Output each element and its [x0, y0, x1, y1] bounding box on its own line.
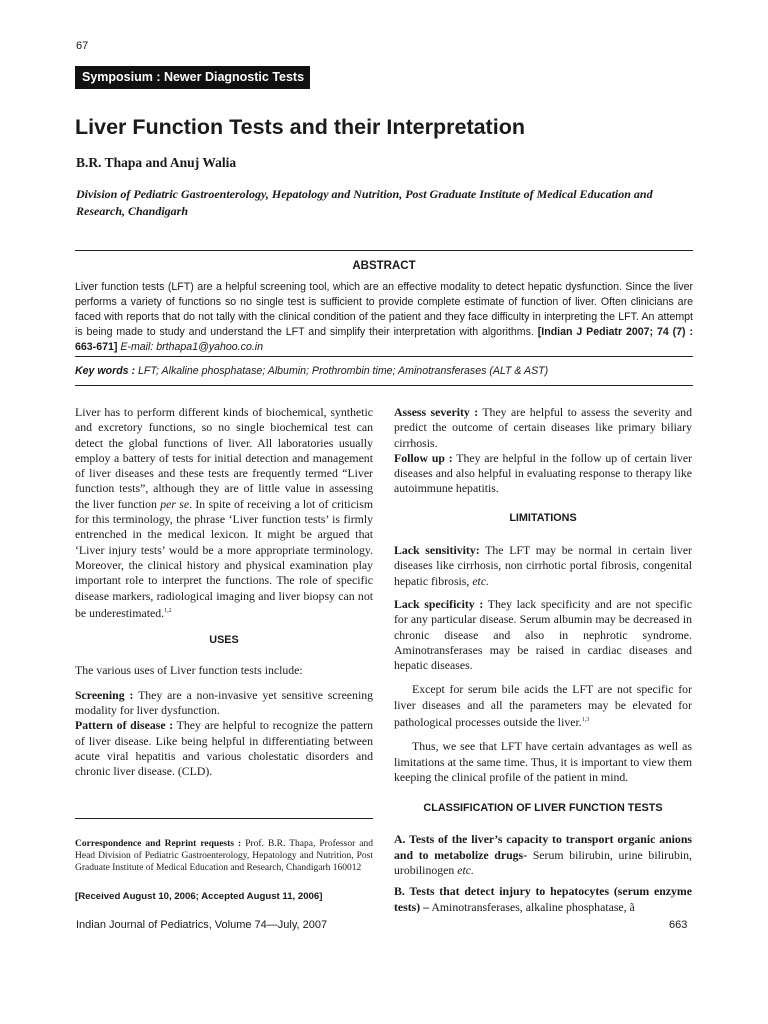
intro-paragraph	[75, 405, 373, 621]
uses-screening	[75, 688, 373, 719]
correspondence-label: Correspondence and Reprint requests :	[75, 839, 242, 849]
followup-label: Follow up :	[394, 450, 453, 465]
abstract-heading: ABSTRACT	[352, 260, 416, 272]
footer-journal: Indian Journal of Pediatrics, Volume 74—July, 2007	[76, 919, 328, 931]
class-a-etc: etc.	[457, 863, 474, 878]
class-b	[394, 884, 692, 915]
authors: B.R. Thapa and Anuj Walia	[76, 155, 237, 170]
footer-page-number: 663	[669, 919, 688, 931]
limitations-heading: LIMITATIONS	[509, 511, 577, 524]
keywords-text: LFT; Alkaline phosphatase; Albumin; Prothrombin time; Aminotransferases (ALT & AST)	[138, 365, 549, 377]
class-b-label: B. Tests that detect injury to hepatocytes (serum enzyme tests) –	[394, 884, 692, 914]
uses-severity	[394, 405, 692, 451]
intro-text-a: Liver has to perform different kinds of biochemical, synthetic and excretory functions, so no single biochemical test can detect the global functions of liver. All laboratories usually employ a battery of tests for initial detection and management of liver diseases and these tests are frequently termed “Liver function tests”, although they are of little value in assessing the liver function	[75, 405, 373, 511]
except-text: Except for serum bile acids the LFT are not specific for liver diseases and all the parameters may be elevated for pathological processes outside the liver.	[394, 682, 692, 729]
affiliation: Division of Pediatric Gastroenterology, Hepatology and Nutrition, Post Graduate Institute of Medical Education and Research, Chandigarh	[76, 187, 653, 218]
keywords-bottom-rule	[75, 385, 693, 386]
intro-italic: per se	[160, 496, 190, 511]
page-number: 67	[76, 40, 89, 52]
abstract-top-rule	[75, 250, 693, 251]
screening-text: They are a non-invasive yet sensitive screening modality for liver dysfunction.	[75, 687, 374, 717]
uses-pattern	[75, 718, 373, 779]
correspondence	[75, 838, 373, 874]
specificity-label: Lack specificity :	[394, 596, 484, 611]
correspondence-text: Prof. B.R. Thapa, Professor and Head Division of Pediatric Gastroenterology, Hepatology and Nutrition, Post Graduate Institute of Medical Education and Research, Chandigarh 160012	[75, 839, 373, 873]
severity-label: Assess severity :	[394, 405, 479, 419]
severity-text: They are helpful to assess the severity and predict the outcome of certain diseases like primary biliary cirrhosis.	[394, 405, 692, 450]
keywords-label: Key words :	[75, 365, 136, 377]
lack-specificity	[394, 597, 692, 673]
sensitivity-label: Lack sensitivity:	[394, 543, 480, 558]
followup-text: They are helpful in the follow up of certain liver diseases and also helpful in evaluating response to therapy like autoimmune hepatitis.	[394, 450, 692, 496]
abstract-text	[75, 280, 693, 355]
sensitivity-text: The LFT may be normal in certain liver diseases like cirrhosis, non cirrhotic portal fibrosis, congenital hepatic fibrosis,	[394, 543, 692, 588]
screening-label: Screening :	[75, 687, 134, 702]
intro-reference: 1,2	[164, 607, 172, 614]
except-paragraph	[394, 682, 692, 730]
abstract-email: E-mail: brthapa1@yahoo.co.in	[120, 341, 264, 353]
class-b-text: Aminotransferases, alkaline phosphatase, ã	[429, 899, 635, 914]
lack-sensitivity	[394, 543, 692, 589]
class-a	[394, 832, 692, 878]
abstract-citation: [Indian J Pediatr 2007; 74 (7) : 663-671]	[75, 326, 693, 353]
article-title: Liver Function Tests and their Interpretation	[75, 115, 525, 139]
sensitivity-etc: etc.	[472, 573, 490, 588]
symposium-banner: Symposium : Newer Diagnostic Tests	[75, 66, 310, 89]
received-dates: [Received August 10, 2006; Accepted August 11, 2006]	[75, 891, 323, 902]
pattern-label: Pattern of disease :	[75, 718, 174, 733]
abstract-mid-rule	[75, 356, 693, 357]
keywords	[75, 365, 693, 377]
uses-heading: USES	[209, 634, 239, 647]
uses-intro: The various uses of Liver function tests include:	[75, 663, 303, 678]
abstract-body: Liver function tests (LFT) are a helpful screening tool, which are an effective modality to detect hepatic dysfunction. Since the liver performs a variety of functions so no single test is sufficient to provide complete estimate of function of liver. Often clinicians are faced with reports that do not tally with the clinical condition of the patient and they face difficulty in interpreting the LFT. An attempt is being made to study and understand the LFT and simplify their interpretation with algorithms.	[75, 281, 693, 338]
classification-heading: CLASSIFICATION OF LIVER FUNCTION TESTS	[423, 802, 663, 815]
left-column	[75, 405, 373, 779]
correspondence-rule	[75, 818, 373, 819]
uses-followup	[394, 451, 692, 497]
except-reference: 1,3	[581, 717, 590, 724]
pattern-text: They are helpful to recognize the pattern of liver disease. Like being helpful in differentiating between acute viral hepatitis and various cholestatic disorders and chronic liver disease. (CLD).	[75, 718, 373, 779]
thus-paragraph: Thus, we see that LFT have certain advantages as well as limitations at the same time. Thus, it is important to view them keeping the clinical profile of the patient in mind.	[394, 739, 692, 784]
right-column	[394, 405, 692, 915]
intro-text-b: . In spite of receiving a lot of criticism for this terminology, the phrase ‘Liver function tests’ is firmly entrenched in the medical lexicon. It might be argued that ‘Liver injury tests’ would be a more appropriate terminology. Moreover, the clinical history and physical examination play important role to interpret the functions. The role of specific disease markers, radiological imaging and liver biopsy can not be underestimated.	[75, 496, 373, 620]
specificity-text: They lack specificity and are not specific for any particular disease. Serum albumin may be decreased in chronic disease and also in nephrotic syndrome. Aminotransferases may be raised in cardiac diseases and hepatic diseases.	[394, 596, 692, 673]
class-a-label: A. Tests of the liver’s capacity to transport organic anions and to metabolize drugs-	[394, 832, 692, 862]
class-a-text: Serum bilirubin, urine bilirubin, urobilinogen	[394, 847, 692, 878]
